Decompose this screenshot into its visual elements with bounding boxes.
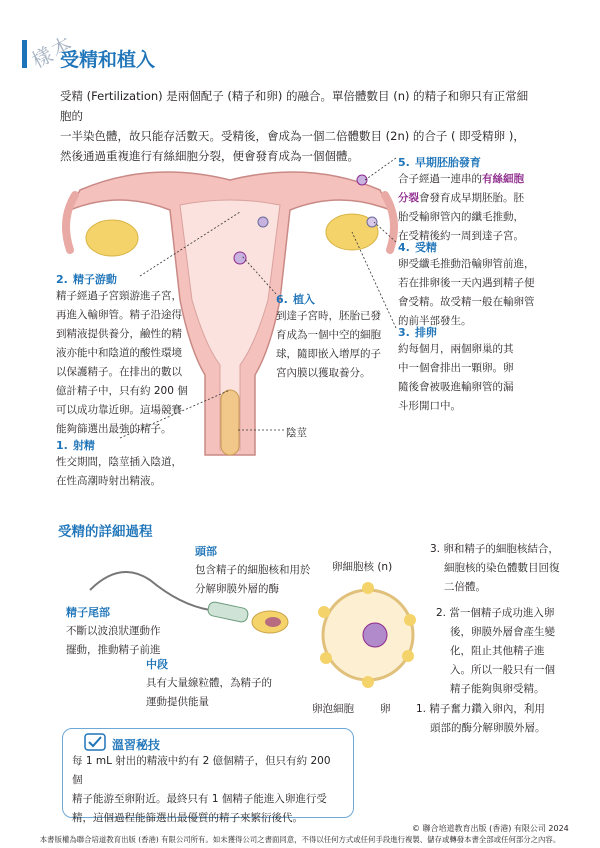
egg-nucleus bbox=[363, 623, 387, 647]
intro-line: 然後通過重複進行有絲細胞分裂，便會發育成為一個個體。 bbox=[60, 149, 359, 163]
copyright: © 聯合培道教育出版 (香港) 有限公司 2024 bbox=[412, 824, 569, 833]
sperm-tail-note: 精子尾部 不斷以波浪狀運動作 擺動，推動精子前進 bbox=[66, 606, 161, 656]
sperm-head-note: 頭部 包含精子的細胞核和用於 分解卵膜外層的酶 bbox=[195, 545, 311, 595]
sperm-nucleus bbox=[265, 617, 281, 627]
step-4-block: 4. 受精 卵受纖毛推動沿輸卵管前進， 若在排卵後一天內遇到精子便 會受精。故受精一般在輸卵管 的前半部發生。 bbox=[398, 241, 535, 327]
follicle-cell bbox=[318, 606, 330, 618]
follicle-cell bbox=[320, 652, 332, 664]
page-title: 受精和植入 bbox=[60, 49, 156, 71]
tip-title: 溫習秘技 bbox=[112, 738, 161, 752]
follicle-cell bbox=[402, 650, 414, 662]
sample-watermark: 樣本 bbox=[27, 30, 78, 73]
process-step-1: 1. 精子奮力鑽入卵內，利用 頭部的酶分解卵膜外層。 bbox=[416, 703, 546, 734]
follicle-label: 卵泡細胞 bbox=[312, 703, 354, 715]
egg-label: 卵 bbox=[380, 703, 391, 715]
penis-label: 陰莖 bbox=[286, 427, 307, 439]
follicle-cell bbox=[362, 676, 374, 688]
detail-section-title: 受精的詳細過程 bbox=[58, 524, 153, 540]
follicle-cell bbox=[404, 614, 416, 626]
intro-line: 受精 (Fertilization) 是兩個配子 (精子和卵) 的融合。單倍體數目 (n) 的精子和卵只有正常細胞的 bbox=[60, 89, 529, 123]
follicle-cell bbox=[362, 582, 374, 594]
step-2-block: 2. 精子游動 精子經過子宮頸游進子宮， 再進入輸卵管。精子沿途得 到精液提供養分，鹼性的精 液亦能中和陰道的酸性環境 以保護精子。在排出的數以 億計精子中，只有約 200 個 可以成功靠近卵。這場競賽 能夠篩選出最強的精子。 bbox=[56, 273, 188, 435]
step-1-block: 1. 射精 性交期間，陰莖插入陰道， 在性高潮時射出精液。 bbox=[56, 439, 182, 487]
footer-notice: 本書版權為聯合培道教育出版 (香港) 有限公司所有。如未獲得公司之書面同意，不得以任何方式或任何手段進行複製、儲存或轉發本書全部或任何部分之內容。 bbox=[39, 835, 561, 844]
step-3-block: 3. 排卵 約每個月，兩個卵巢的其 中一個會排出一顆卵。卵 隨後會被吸進輸卵管的漏 斗形開口中。 bbox=[398, 326, 514, 412]
step-5-block: 5. 早期胚胎發育 合子經過一連串的有絲細胞 分裂會發育成早期胚胎。胚 胎受輸卵管內的纖毛推動， 在受精後約一周到達子宮。 bbox=[398, 156, 524, 242]
intro-line: 一半染色體，故只能存活數天。受精後，會成為一個二倍體數目 (2n) 的合子 ( 即受精卵 )， bbox=[60, 129, 525, 143]
sperm-midpiece-note: 中段 具有大量線粒體，為精子的 運動提供能量 bbox=[146, 658, 272, 708]
egg-diagram bbox=[300, 560, 420, 710]
checklist-icon bbox=[84, 733, 106, 751]
process-step-3: 3. 卵和精子的細胞核結合， 細胞核的染色體數目回復 二倍體。 bbox=[430, 543, 560, 593]
process-step-2: 2. 當一個精子成功進入卵 後，卵膜外層會產生變 化，阻止其他精子進 入。所以一般只有一個 精子能夠與卵受精。 bbox=[436, 607, 555, 695]
tip-text: 每 1 mL 射出的精液中約有 2 億個精子，但只有約 200 個 精子能游至卵附近。最終只有 1 個精子能進入卵進行受 精，這個過程能篩選出最優質的精子來繁衍後代。 bbox=[72, 755, 331, 824]
egg-nucleus-label: 卵細胞核 (n) bbox=[332, 561, 393, 573]
step-6-block: 6. 植入 到達子宮時，胚胎已發 育成為一個中空的細胞 球，隨即嵌入增厚的子 宮內膜以獲取養分。 bbox=[276, 293, 381, 379]
